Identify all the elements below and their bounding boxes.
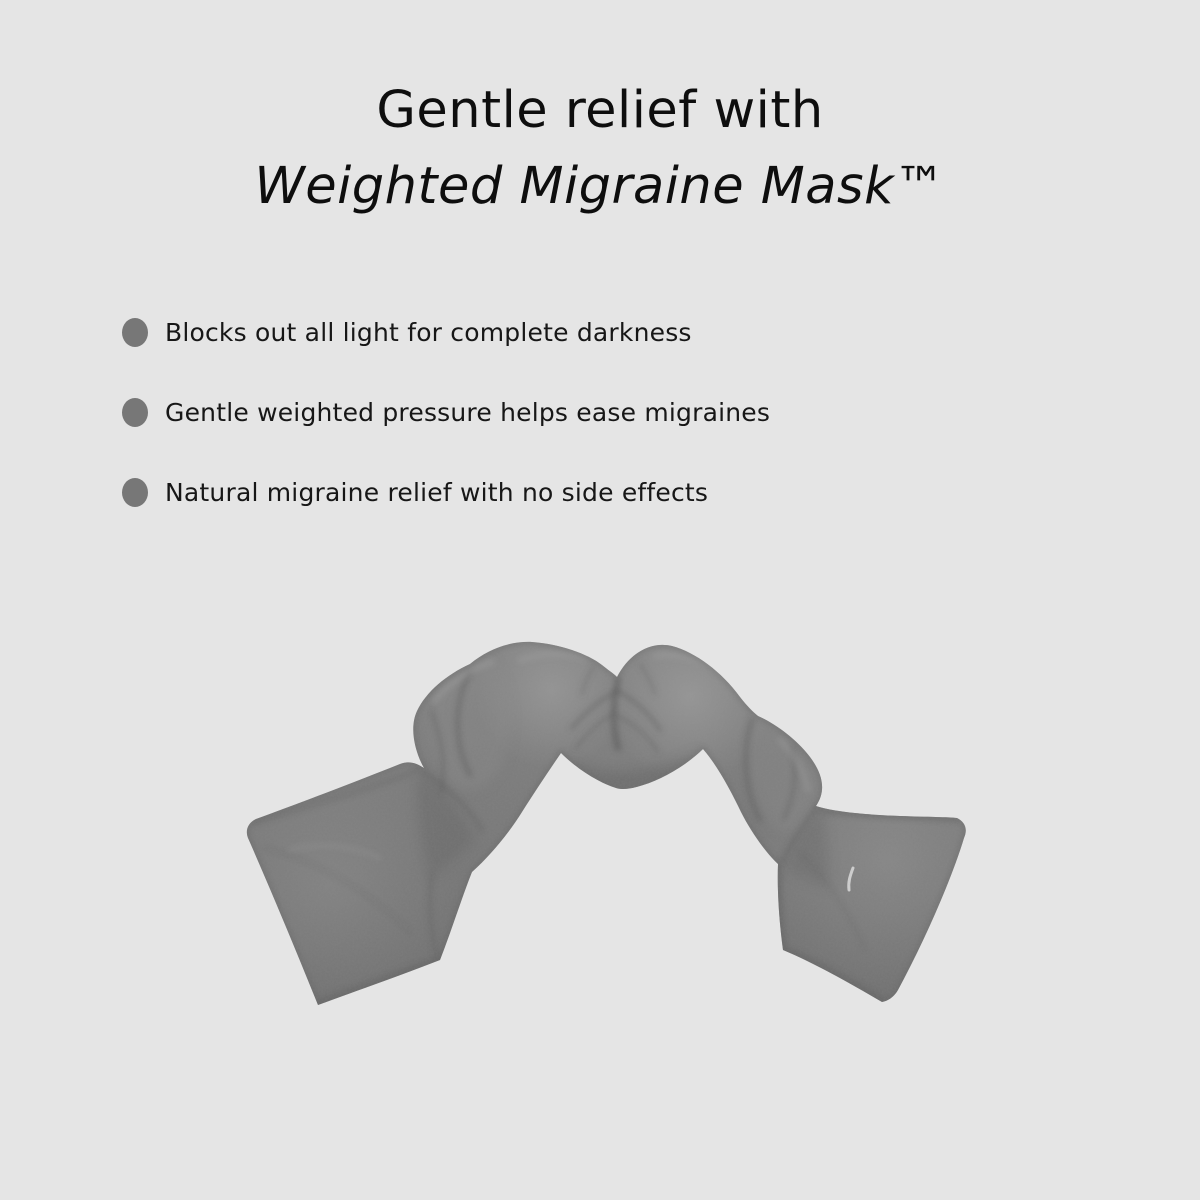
- title-line-1: Gentle relief with: [376, 81, 824, 140]
- feature-text: Natural migraine relief with no side effects: [165, 477, 709, 507]
- title-line-2: Weighted Migraine Mask™: [254, 156, 946, 216]
- feature-text: Blocks out all light for complete darkness: [165, 317, 692, 347]
- mask-shape: [200, 600, 1028, 1060]
- feature-text: Gentle weighted pressure helps ease migraines: [165, 397, 771, 427]
